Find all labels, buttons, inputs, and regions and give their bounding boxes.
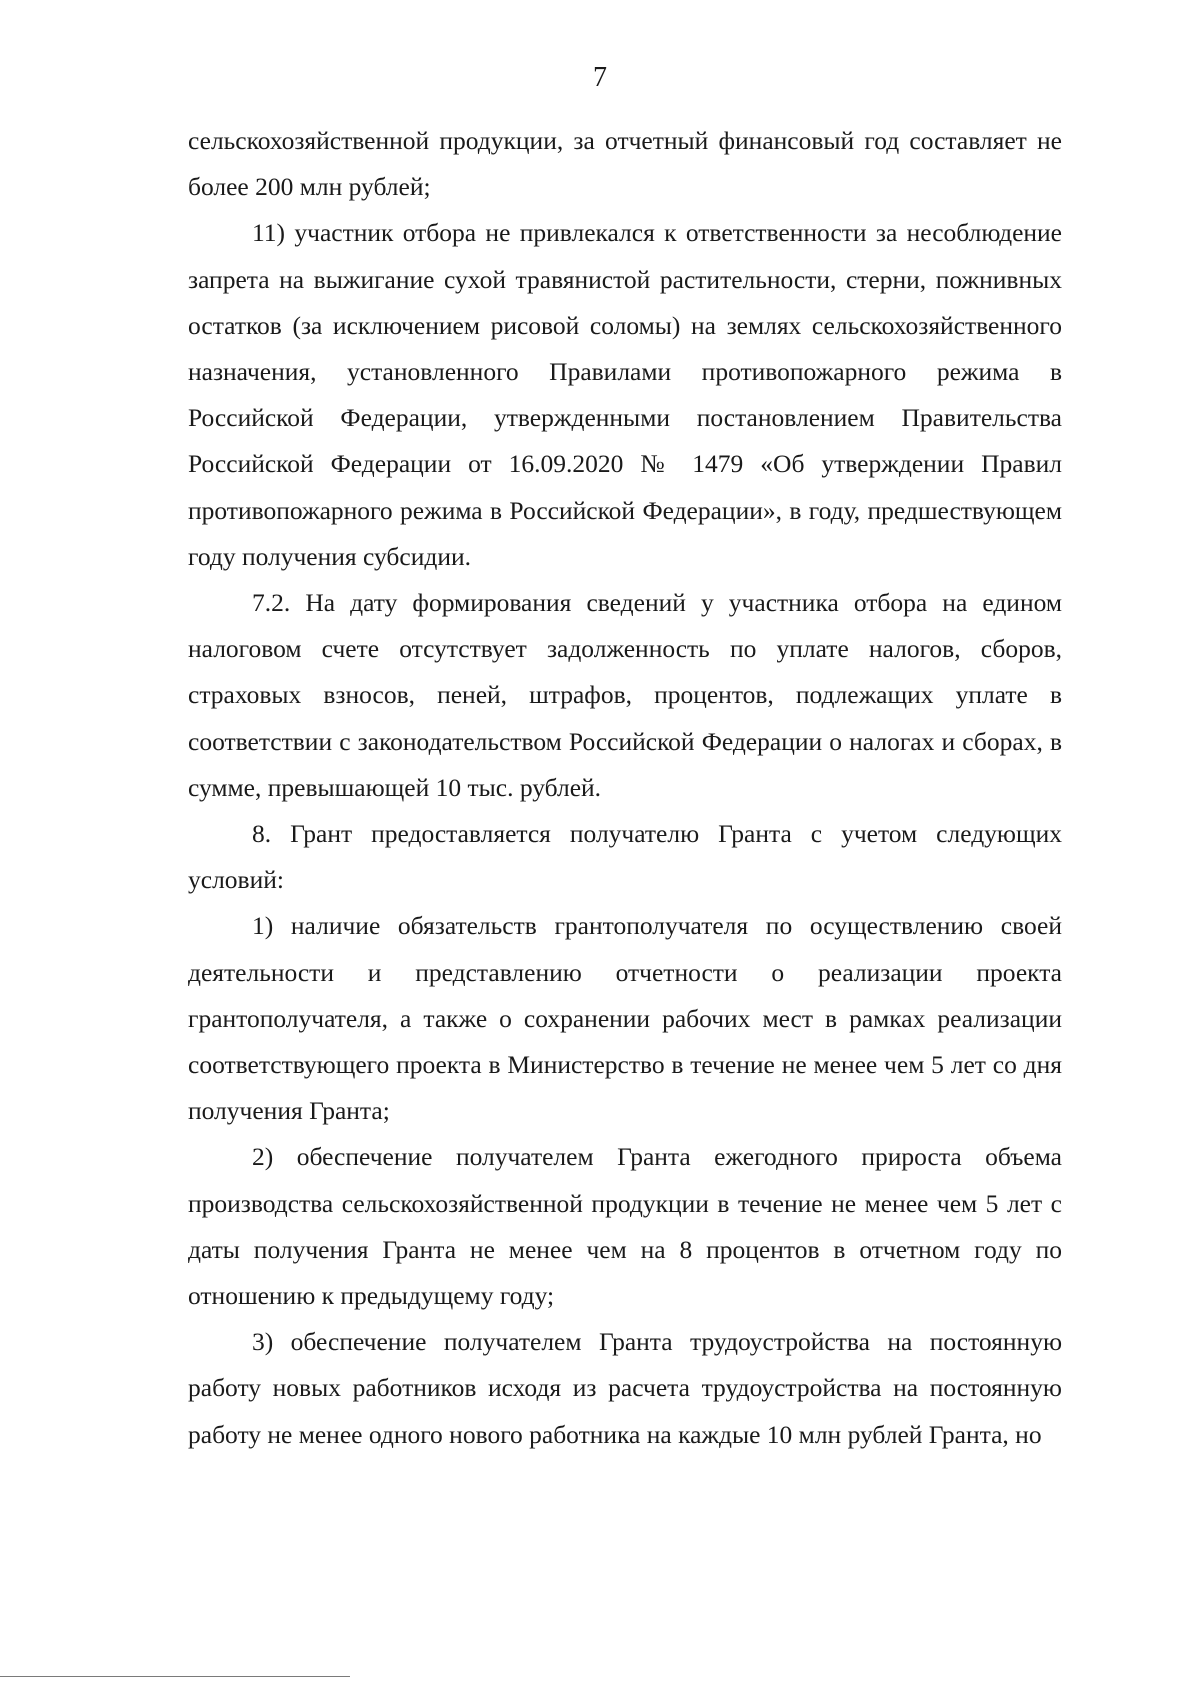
page-number: 7 [593, 62, 607, 93]
paragraph-continuation: сельскохозяйственной продукции, за отчетный финансовый год составляет не более 200 млн рублей; [188, 126, 1062, 202]
paragraph-condition-3: 3) обеспечение получателем Гранта трудоустройства на постоянную работу новых работников исходя из расчета трудоустройства на постоянную работу не менее одного нового работника на каждые 10 млн рублей Гранта, но [188, 1327, 1062, 1449]
scan-edge-line [0, 1676, 350, 1677]
paragraph-condition-1: 1) наличие обязательств грантополучателя по осуществлению своей деятельности и представлению отчетности о реализации проекта грантополучателя, а также о сохранении рабочих мест в рамках реализации соответствующего проекта в Министерство в течение не менее чем 5 лет со дня получения Гранта; [188, 911, 1062, 1126]
document-body [188, 118, 1062, 1458]
paragraph-8: 8. Грант предоставляется получателю Гранта с учетом следующих условий: [188, 819, 1062, 895]
paragraph-7-2: 7.2. На дату формирования сведений у участника отбора на едином налоговом счете отсутствует задолженность по уплате налогов, сборов, страховых взносов, пеней, штрафов, процентов, подлежащих уплате в соответствии с законодательством Российской Федерации о налогах и сборах, в сумме, превышающей 10 тыс. рублей. [188, 588, 1062, 802]
paragraph-condition-2: 2) обеспечение получателем Гранта ежегодного прироста объема производства сельскохозяйственной продукции в течение не менее чем 5 лет с даты получения Гранта не менее чем на 8 процентов в отчетном году по отношению к предыдущему году; [188, 1142, 1062, 1311]
paragraph-item-11: 11) участник отбора не привлекался к ответственности за несоблюдение запрета на выжигание сухой травянистой растительности, стерни, пожнивных остатков (за исключением рисовой соломы) на землях сельскохозяйственного назначения, установленного Правилами противопожарного режима в Российской Федерации, утвержденными постановлением Правительства Российской Федерации от 16.09.2020 № 1479 «Об утверждении Правил противопожарного режима в Российской Федерации», в году, предшествующем году получения субсидии. [188, 218, 1062, 571]
